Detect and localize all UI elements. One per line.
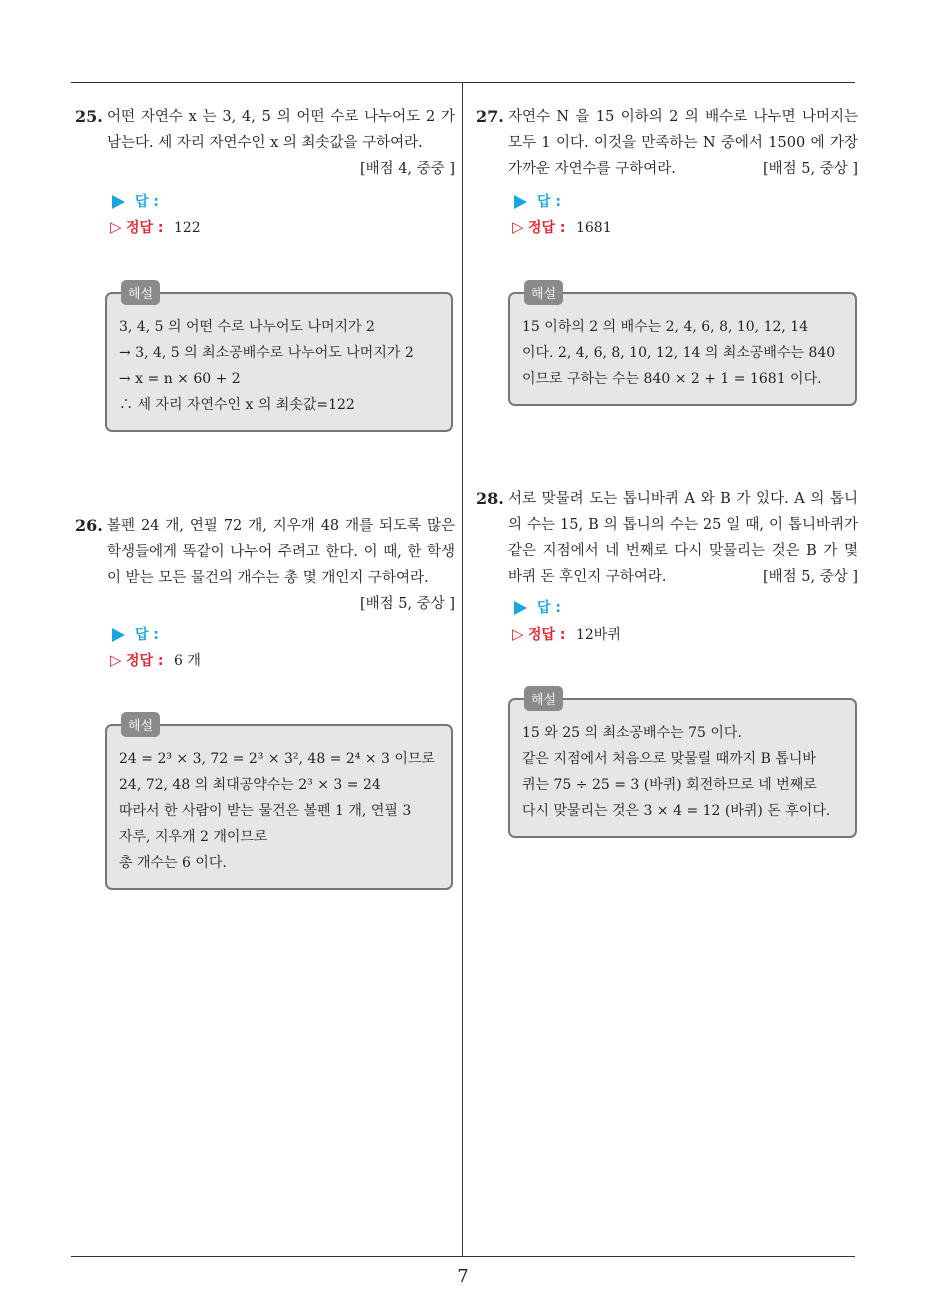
problem-score: [배점 5, 중상 ]	[359, 596, 455, 612]
answer-row-25	[112, 191, 159, 211]
explain-tag: 해설	[524, 686, 563, 711]
problem-text: 자연수 N 을 15 이하의 2 의 배수로 나누면 나머지는 모두 1 이다. 이것을 만족하는 N 중에서 1500 에 가장 가까운 자연수를 구하여라.	[508, 109, 858, 177]
problem-25	[75, 104, 455, 182]
correct-row-25	[110, 217, 201, 237]
outline-triangle-icon: ▷	[110, 218, 122, 236]
correct-value: 122	[173, 220, 201, 236]
explain-line: 자루, 지우개 2 개이므로	[119, 829, 268, 845]
explain-tag: 해설	[121, 712, 160, 737]
problem-number: 27.	[476, 107, 504, 126]
problem-text: 볼펜 24 개, 연필 72 개, 지우개 48 개를 되도록 많은 학생들에게 똑같이 나누어 주려고 한다. 이 때, 한 학생이 받는 모든 물건의 개수는 총 몇 개인지 구하여라.	[107, 518, 455, 586]
explain-box-28	[508, 693, 857, 838]
explain-line: 이다. 2, 4, 6, 8, 10, 12, 14 의 최소공배수는 840	[522, 345, 836, 361]
answer-label: 답 :	[135, 194, 159, 210]
correct-row-26	[110, 650, 201, 670]
correct-label: 정답 :	[528, 627, 566, 643]
explain-line: → x = n × 60 + 2	[119, 371, 241, 387]
explain-line: 따라서 한 사람이 받는 물건은 볼펜 1 개, 연필 3	[119, 803, 412, 819]
correct-row-28	[512, 624, 621, 644]
answer-row-27	[514, 191, 561, 211]
correct-label: 정답 :	[126, 653, 164, 669]
play-icon	[112, 195, 125, 209]
top-rule	[71, 82, 855, 83]
column-divider	[462, 83, 463, 1257]
problem-text: 서로 맞물려 도는 톱니바퀴 A 와 B 가 있다. A 의 톱니의 수는 15, B 의 톱니의 수는 25 일 때, 이 톱니바퀴가 같은 지점에서 네 번째로 다시 맞물리는 것은 B 가 몇 바퀴 돈 후인지 구하여라.	[508, 491, 858, 585]
bottom-rule	[71, 1256, 855, 1257]
outline-triangle-icon: ▷	[110, 651, 122, 669]
explain-box-25	[105, 287, 453, 432]
problem-score: [배점 5, 중상 ]	[762, 569, 858, 585]
explain-line: 이므로 구하는 수는 840 × 2 + 1 = 1681 이다.	[522, 371, 822, 387]
explain-line: 24, 72, 48 의 최대공약수는 2³ × 3 = 24	[119, 777, 381, 793]
problem-text: 어떤 자연수 x 는 3, 4, 5 의 어떤 수로 나누어도 2 가 남는다. 세 자리 자연수인 x 의 최솟값을 구하여라.	[107, 109, 455, 151]
explain-line: 다시 맞물리는 것은 3 × 4 = 12 (바퀴) 돈 후이다.	[522, 803, 831, 819]
problem-number: 26.	[75, 516, 103, 535]
play-icon	[112, 628, 125, 642]
explain-line: 같은 지점에서 처음으로 맞물릴 때까지 B 톱니바	[522, 751, 816, 767]
problem-score: [배점 5, 중상 ]	[762, 161, 858, 177]
problem-number: 28.	[476, 489, 504, 508]
explain-line: 3, 4, 5 의 어떤 수로 나누어도 나머지가 2	[119, 319, 375, 335]
explain-line: 15 이하의 2 의 배수는 2, 4, 6, 8, 10, 12, 14	[522, 319, 809, 335]
explain-box-27	[508, 287, 857, 406]
answer-label: 답 :	[537, 600, 561, 616]
play-icon	[514, 601, 527, 615]
outline-triangle-icon: ▷	[512, 218, 524, 236]
problem-26	[75, 513, 455, 617]
correct-label: 정답 :	[528, 220, 566, 236]
correct-value: 12바퀴	[575, 627, 621, 643]
problem-28	[476, 486, 858, 590]
explain-line: 24 = 2³ × 3, 72 = 2³ × 3², 48 = 2⁴ × 3 이므로	[119, 751, 435, 767]
page-number: 7	[457, 1266, 469, 1287]
answer-row-26	[112, 624, 159, 644]
problem-number: 25.	[75, 107, 103, 126]
correct-label: 정답 :	[126, 220, 164, 236]
answer-label: 답 :	[135, 627, 159, 643]
explain-box-26	[105, 719, 453, 890]
answer-label: 답 :	[537, 194, 561, 210]
correct-value: 1681	[575, 220, 612, 236]
explain-line: 총 개수는 6 이다.	[119, 855, 227, 871]
explain-line: 퀴는 75 ÷ 25 = 3 (바퀴) 회전하므로 네 번째로	[522, 777, 817, 793]
problem-27	[476, 104, 858, 182]
problem-score: [배점 4, 중중 ]	[359, 161, 455, 177]
explain-line: 15 와 25 의 최소공배수는 75 이다.	[522, 725, 742, 741]
correct-value: 6 개	[173, 653, 201, 669]
explain-line: ∴ 세 자리 자연수인 x 의 최솟값=122	[119, 397, 355, 413]
correct-row-27	[512, 217, 612, 237]
outline-triangle-icon: ▷	[512, 625, 524, 643]
play-icon	[514, 195, 527, 209]
explain-tag: 해설	[524, 280, 563, 305]
explain-tag: 해설	[121, 280, 160, 305]
answer-row-28	[514, 597, 561, 617]
explain-line: → 3, 4, 5 의 최소공배수로 나누어도 나머지가 2	[119, 345, 414, 361]
